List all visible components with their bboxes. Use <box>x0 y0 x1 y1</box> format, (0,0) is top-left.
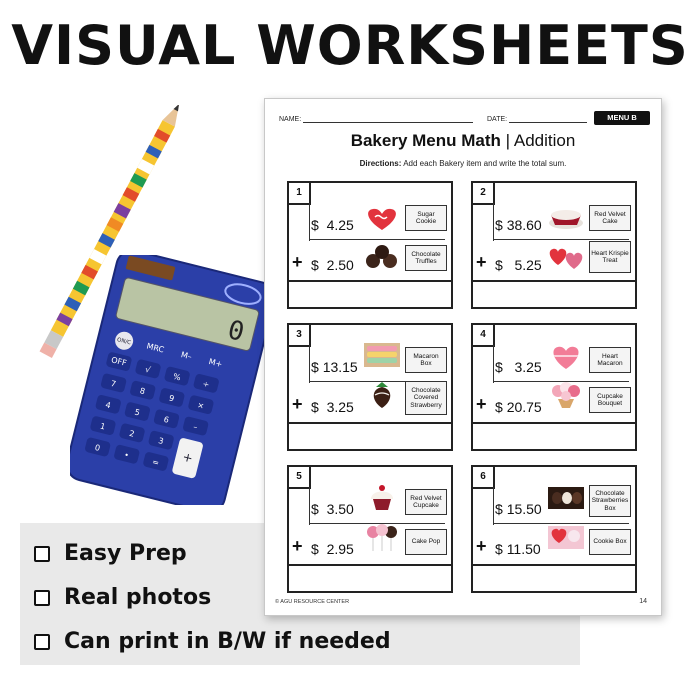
date-line <box>509 115 587 123</box>
price-value: 3.50 <box>326 501 354 517</box>
item-label: Macaron Box <box>405 347 447 373</box>
heart-krispie-treat-image <box>547 243 585 271</box>
bottom-price <box>311 399 354 415</box>
feature-item <box>34 629 391 654</box>
divider <box>309 487 310 525</box>
problem-number: 5 <box>289 467 311 489</box>
problem-card <box>471 181 637 309</box>
red-velvet-cupcake-image <box>363 483 401 511</box>
divider <box>309 239 445 240</box>
item-label: Cake Pop <box>405 529 447 555</box>
directions <box>265 159 661 168</box>
problem-card <box>287 181 453 309</box>
dollar-sign: $ <box>495 257 503 273</box>
top-price <box>311 501 354 517</box>
name-field <box>279 115 473 123</box>
problem-number: 3 <box>289 325 311 347</box>
top-price <box>495 501 542 517</box>
chocolate-truffles-image <box>363 243 401 271</box>
dollar-sign: $ <box>311 257 319 273</box>
cupcake-bouquet-image <box>547 381 585 409</box>
key-plus: + <box>181 449 195 466</box>
item-label: Chocolate Strawberries Box <box>589 485 631 517</box>
title-bold: Bakery Menu Math <box>350 131 501 150</box>
problem-number: 4 <box>473 325 495 347</box>
directions-label: Directions: <box>359 159 402 168</box>
sum-line <box>473 564 635 566</box>
item-label: Cookie Box <box>589 529 631 555</box>
heart-macaron-image <box>547 343 585 371</box>
dollar-sign: $ <box>311 501 319 517</box>
key-6: 6 <box>162 414 170 425</box>
price-value: 4.25 <box>326 217 354 233</box>
name-line <box>303 115 473 123</box>
calculator-display: 0 <box>224 315 248 348</box>
top-price <box>311 217 354 233</box>
price-value: 15.50 <box>506 501 542 517</box>
cookie-box-image <box>547 523 585 551</box>
page-number: 14 <box>639 598 647 605</box>
bottom-price <box>495 399 542 415</box>
top-price <box>495 359 542 375</box>
worksheet-page <box>264 98 662 616</box>
bottom-price <box>311 541 354 557</box>
copyright-footer: © AGU RESOURCE CENTER <box>275 599 350 605</box>
problem-card <box>287 465 453 593</box>
divider <box>493 487 494 525</box>
price-value: 20.75 <box>506 399 542 415</box>
feature-item <box>34 541 187 566</box>
bottom-price <box>495 257 542 273</box>
price-value: 5.25 <box>514 257 542 273</box>
worksheet-title <box>265 131 661 151</box>
problem-number: 2 <box>473 183 495 205</box>
key-2: 2 <box>128 428 136 439</box>
bottom-price <box>311 257 354 273</box>
key-9: 9 <box>168 393 176 404</box>
plus-sign: + <box>292 252 303 272</box>
title-separator: | <box>505 131 511 150</box>
problem-number: 1 <box>289 183 311 205</box>
sum-line <box>289 564 451 566</box>
problem-card <box>471 465 637 593</box>
price-value: 3.25 <box>326 399 354 415</box>
checkbox-icon <box>34 546 50 562</box>
key-equals: = <box>151 457 160 468</box>
sum-line <box>473 280 635 282</box>
red-velvet-cake-image <box>547 203 585 231</box>
dollar-sign: $ <box>495 399 503 415</box>
headline: VISUAL WORKSHEETS <box>11 14 689 77</box>
chocolate-strawberry-image <box>363 381 401 409</box>
key-m-plus: M+ <box>207 356 224 370</box>
key-8: 8 <box>138 386 147 397</box>
dollar-sign: $ <box>311 399 319 415</box>
key-1: 1 <box>99 421 107 432</box>
item-label: Heart Krispie Treat <box>589 241 631 273</box>
cake-pop-image <box>363 523 401 551</box>
item-label: Heart Macaron <box>589 347 631 373</box>
problem-card <box>287 323 453 451</box>
divider <box>309 203 310 241</box>
top-price <box>311 359 358 375</box>
bottom-price <box>495 541 541 557</box>
macaron-box-image <box>363 341 401 369</box>
dollar-sign: $ <box>495 217 503 233</box>
key-divide: ÷ <box>201 379 211 390</box>
key-0: 0 <box>93 442 101 453</box>
key-3: 3 <box>157 436 165 447</box>
feature-label: Can print in B/W if needed <box>64 629 391 654</box>
item-label: Red Velvet Cake <box>589 205 631 231</box>
feature-label: Easy Prep <box>64 541 187 566</box>
dollar-sign: $ <box>495 501 503 517</box>
sum-line <box>289 280 451 282</box>
sugar-cookie-image <box>363 205 401 233</box>
checkbox-icon <box>34 590 50 606</box>
key-on-c: ON/C <box>116 337 132 347</box>
key-m-minus: M– <box>179 350 193 362</box>
calculator-image <box>70 255 270 505</box>
divider <box>493 345 494 383</box>
price-value: 11.50 <box>506 541 541 557</box>
price-value: 3.25 <box>514 359 542 375</box>
item-label: Cupcake Bouquet <box>589 387 631 413</box>
problem-number: 6 <box>473 467 495 489</box>
plus-sign: + <box>476 394 487 414</box>
name-label: NAME: <box>279 116 302 123</box>
price-value: 2.50 <box>326 257 354 273</box>
item-label: Sugar Cookie <box>405 205 447 231</box>
price-value: 2.95 <box>326 541 354 557</box>
key-4: 4 <box>104 400 112 411</box>
item-label: Red Velvet Cupcake <box>405 489 447 515</box>
plus-sign: + <box>476 252 487 272</box>
dollar-sign: $ <box>311 217 319 233</box>
dollar-sign: $ <box>311 359 319 375</box>
sum-line <box>473 422 635 424</box>
problem-card <box>471 323 637 451</box>
key-times: × <box>196 400 206 411</box>
checkbox-icon <box>34 634 50 650</box>
price-value: 13.15 <box>322 359 358 375</box>
price-value: 38.60 <box>506 217 542 233</box>
chocolate-strawberries-box-image <box>547 483 585 511</box>
key-mrc: MRC <box>145 341 165 355</box>
item-label: Chocolate Truffles <box>405 245 447 271</box>
sum-line <box>289 422 451 424</box>
feature-label: Real photos <box>64 585 212 610</box>
title-rest: Addition <box>513 131 576 150</box>
plus-sign: + <box>292 536 303 556</box>
date-label: DATE: <box>487 116 508 123</box>
key-minus: – <box>192 422 199 432</box>
key-7: 7 <box>109 378 117 389</box>
menu-badge: MENU B <box>594 111 650 125</box>
item-label: Chocolate Covered Strawberry <box>405 381 447 415</box>
key-sqrt: √ <box>144 364 152 375</box>
plus-sign: + <box>476 536 487 556</box>
divider <box>493 239 629 240</box>
dollar-sign: $ <box>495 541 503 557</box>
key-percent: % <box>172 371 182 383</box>
plus-sign: + <box>292 394 303 414</box>
directions-text: Add each Bakery item and write the total sum. <box>403 159 567 168</box>
key-off: OFF <box>110 355 128 368</box>
dollar-sign: $ <box>311 541 319 557</box>
top-price <box>495 217 542 233</box>
key-5: 5 <box>133 407 141 418</box>
divider <box>493 203 494 241</box>
feature-item <box>34 585 211 610</box>
key-dot: • <box>123 450 130 461</box>
dollar-sign: $ <box>495 359 503 375</box>
divider <box>309 345 310 383</box>
date-field <box>487 115 587 123</box>
